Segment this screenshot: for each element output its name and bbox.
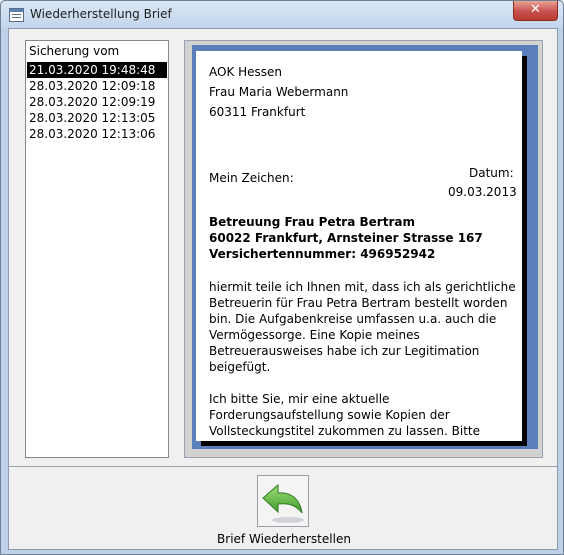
letter-preview[interactable] — [196, 51, 522, 441]
close-icon: ✕ — [530, 2, 541, 17]
footer-divider — [9, 466, 557, 467]
backup-list-item[interactable]: 21.03.2020 19:48:48 — [27, 62, 167, 78]
restore-letter-label: Brief Wiederherstellen — [217, 532, 351, 546]
body-line: Vermögessorge. Eine Kopie meines — [209, 328, 420, 342]
date-label: Datum: — [469, 166, 514, 180]
subject-line: Versichertennummer: 496952942 — [209, 247, 436, 261]
reference-label: Mein Zeichen: — [209, 171, 294, 185]
form-icon[interactable] — [9, 8, 24, 22]
client-area — [8, 28, 558, 550]
recipient-line: 60311 Frankfurt — [209, 105, 306, 119]
restore-letter-button[interactable] — [257, 475, 309, 527]
body-line: Ich bitte Sie, mir eine aktuelle — [209, 392, 390, 406]
undo-arrow-icon — [258, 476, 308, 526]
body-line: bin. Die Aufgabenkreise umfassen u.a. auch die — [209, 312, 497, 326]
recipient-line: Frau Maria Webermann — [209, 85, 349, 99]
body-line: Betreuerin für Frau Petra Bertram bestellt worden — [209, 296, 508, 310]
backup-list-item[interactable]: 28.03.2020 12:09:19 — [29, 95, 156, 109]
backup-list[interactable] — [25, 40, 169, 458]
letter-preview-frame — [184, 40, 543, 458]
subject-line: Betreuung Frau Petra Bertram — [209, 215, 415, 229]
recipient-line: AOK Hessen — [209, 65, 283, 79]
backup-list-item[interactable]: 28.03.2020 12:09:18 — [29, 79, 156, 93]
body-line: Betreuerausweises habe ich zur Legitimation — [209, 344, 480, 358]
body-line: hiermit teile ich Ihnen mit, dass ich als gerichtliche — [209, 280, 516, 294]
letter-date: 09.03.2013 — [448, 185, 517, 199]
backup-list-item[interactable]: 28.03.2020 12:13:05 — [29, 111, 156, 125]
subject-line: 60022 Frankfurt, Arnsteiner Strasse 167 — [209, 231, 483, 245]
letter-preview-background — [192, 45, 538, 449]
backup-list-item[interactable]: 28.03.2020 12:13:06 — [29, 127, 156, 141]
backup-list-header: Sicherung vom — [29, 44, 120, 58]
close-button[interactable] — [513, 1, 558, 21]
body-line: Forderungsaufstellung sowie Kopien der — [209, 408, 450, 422]
window-title: Wiederherstellung Brief — [30, 7, 172, 21]
body-line: Vollsteckungstitel zukommen zu lassen. Bitte — [209, 424, 480, 438]
title-bar[interactable] — [1, 1, 563, 28]
body-line: beigefügt. — [209, 360, 271, 374]
